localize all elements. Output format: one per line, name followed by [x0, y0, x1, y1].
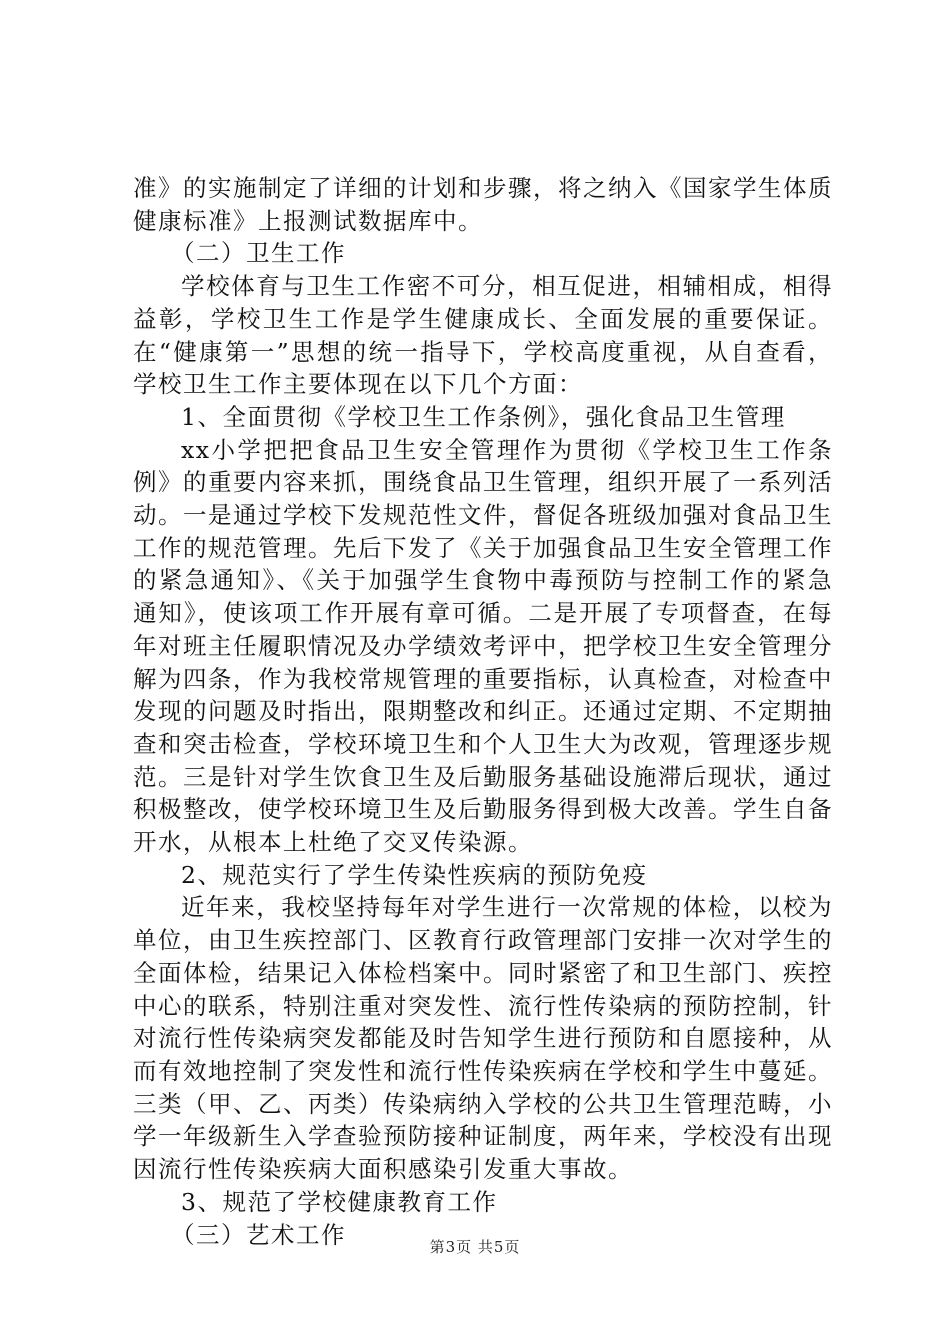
subheading-food-hygiene: 1、全面贯彻《学校卫生工作条例》，强化食品卫生管理 — [181, 402, 786, 431]
subheading-health-education: 3、规范了学校健康教育工作 — [181, 1187, 498, 1216]
paragraph-hygiene-intro: 学校体育与卫生工作密不可分，相互促进，相辅相成，相得益彰，学校卫生工作是学生健康成长、全面发展的重要保证。在“健康第一”思想的统一指导下，学校高度重视，从自查看，学校卫生工作主要体现在以下几个方面： — [133, 272, 833, 399]
document-body — [133, 172, 833, 1251]
section-heading-hygiene: （二）卫生工作 — [171, 239, 346, 268]
paragraph-food-hygiene: xx小学把把食品卫生安全管理作为贯彻《学校卫生工作条例》的重要内容来抓，围绕食品卫生管理，组织开展了一系列活动。一是通过学校下发规范性文件，督促各班级加强对食品卫生工作的规范管理。先后下发了《关于加强食品卫生安全管理工作的紧急通知》、《关于加强学生食物中毒预防与控制工作的紧急通知》，使该项工作开展有章可循。二是开展了专项督查，在每年对班主任履职情况及办学绩效考评中，把学校卫生安全管理分解为四条，作为我校常规管理的重要指标，认真检查，对检查中发现的问题及时指出，限期整改和纠正。还通过定期、不定期抽查和突击检查，学校环境卫生和个人卫生大为改观，管理逐步规范。三是针对学生饮食卫生及后勤服务基础设施滞后现状，通过积极整改，使学校环境卫生及后勤服务得到极大改善。学生自备开水，从根本上杜绝了交叉传染源。 — [133, 435, 833, 857]
paragraph-continuation: 准》的实施制定了详细的计划和步骤，将之纳入《国家学生体质健康标准》上报测试数据库中。 — [133, 174, 833, 235]
paragraph-disease-prevention: 近年来，我校坚持每年对学生进行一次常规的体检，以校为单位，由卫生疾控部门、区教育行政管理部门安排一次对学生的全面体检，结果记入体检档案中。同时紧密了和卫生部门、疾控中心的联系，特别注重对突发性、流行性传染病的预防控制，针对流行性传染病突发都能及时告知学生进行预防和自愿接种，从而有效地控制了突发性和流行性传染疾病在学校和学生中蔓延。三类（甲、乙、丙类）传染病纳入学校的公共卫生管理范畴，小学一年级新生入学查验预防接种证制度，两年来，学校没有出现因流行性传染疾病大面积感染引发重大事故。 — [133, 893, 833, 1184]
subheading-disease-prevention: 2、规范实行了学生传染性疾病的预防免疫 — [181, 860, 648, 889]
section-heading-art: （三）艺术工作 — [171, 1220, 346, 1249]
page-footer: 第3页 共5页 — [429, 1238, 521, 1256]
